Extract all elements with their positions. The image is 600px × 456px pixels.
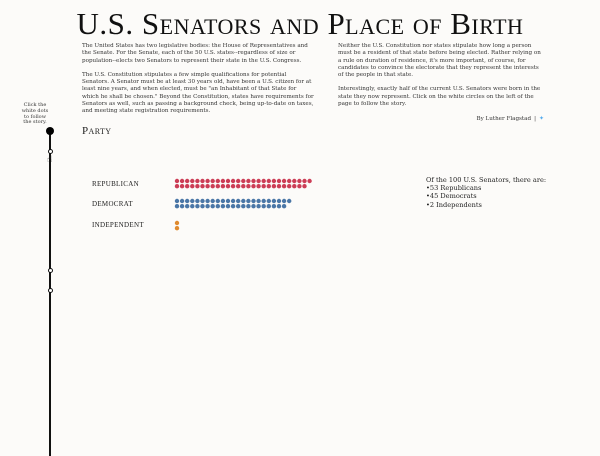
senator-dot-democrat xyxy=(277,204,281,208)
senator-dot-republican xyxy=(200,179,204,183)
senator-dot-republican xyxy=(251,184,255,188)
senator-dot-republican xyxy=(211,184,215,188)
senator-dot-republican xyxy=(236,179,240,183)
senator-dot-republican xyxy=(226,179,230,183)
senator-dot-republican xyxy=(302,184,306,188)
senator-dot-independent xyxy=(175,226,179,230)
senator-dot-democrat xyxy=(287,199,291,203)
senator-dot-democrat xyxy=(216,204,220,208)
intro-paragraph: Neither the U.S. Constitution nor states stipulate how long a person must be a resident of that state before being elected. Rather relying on a rule on duration of residence, it's more important, of course, for candidates to convince the electorate that they represent the interests of the people in that state. xyxy=(338,43,541,79)
summary-item: • 2 Independents xyxy=(426,201,546,209)
senator-dot-democrat xyxy=(221,204,225,208)
senator-dot-republican xyxy=(180,179,184,183)
summary-item: • 53 Republicans xyxy=(426,184,546,192)
senator-dot-democrat xyxy=(246,204,250,208)
byline-separator: | xyxy=(534,116,536,123)
senator-dot-democrat xyxy=(256,199,260,203)
senator-dot-republican xyxy=(231,184,235,188)
twitter-bird-icon[interactable]: ✦ xyxy=(538,115,544,123)
senator-dot-republican xyxy=(185,179,189,183)
senator-dot-democrat xyxy=(236,199,240,203)
senator-dot-democrat xyxy=(221,199,225,203)
senator-dot-republican xyxy=(297,184,301,188)
senator-dot-democrat xyxy=(267,199,271,203)
senator-dot-democrat xyxy=(180,204,184,208)
intro-paragraph: The U.S. Constitution stipulates a few simple qualifications for potential Senators. A Senator must be at least 30 years old, have been a U.S. citizen for at least nine years, and when elected, must be "an Inhabitant of that State for which he shall be chosen." Beyond the Constitution, states have requirements for Senators as well, such as passing a background check, being up-to-date on taxes, and meeting state registration requirements. xyxy=(82,71,314,115)
senator-dot-democrat xyxy=(282,204,286,208)
senator-dot-republican xyxy=(277,179,281,183)
senator-dot-republican xyxy=(190,184,194,188)
senator-dot-republican xyxy=(307,179,311,183)
author-name: By Luther Flagstad xyxy=(476,116,532,123)
senator-dot-republican xyxy=(272,179,276,183)
senator-dot-democrat xyxy=(262,204,266,208)
senator-dot-democrat xyxy=(246,199,250,203)
senator-dot-republican xyxy=(180,184,184,188)
pointer-hand-icon: ☝ xyxy=(47,155,53,165)
senator-dot-democrat xyxy=(231,199,235,203)
summary-heading: Of the 100 U.S. Senators, there are: xyxy=(426,176,547,184)
senator-dot-republican xyxy=(277,184,281,188)
senator-dot-democrat xyxy=(195,199,199,203)
senator-dot-republican xyxy=(205,184,209,188)
senator-dot-republican xyxy=(267,184,271,188)
party-label-republican: REPUBLICAN xyxy=(92,180,139,188)
senator-dot-republican xyxy=(246,184,250,188)
senator-dot-republican xyxy=(246,179,250,183)
party-summary xyxy=(426,176,546,209)
senator-dot-republican xyxy=(190,179,194,183)
senator-dot-republican xyxy=(241,179,245,183)
intro-paragraph: The United States has two legislative bodies: the House of Representatives and the Senate. For the Senate, each of the 50 U.S. states--regardless of size or population--elects two Senators to represent their state in the U.S. Congress. xyxy=(82,43,308,64)
summary-list xyxy=(426,184,546,209)
senator-dot-republican xyxy=(216,184,220,188)
party-label-independent: INDEPENDENT xyxy=(92,221,144,229)
senator-dot-republican xyxy=(195,184,199,188)
senator-dot-democrat xyxy=(211,199,215,203)
senator-dot-democrat xyxy=(200,199,204,203)
senator-dot-democrat xyxy=(205,204,209,208)
senator-dot-democrat xyxy=(226,199,230,203)
senator-dot-republican xyxy=(211,179,215,183)
senator-dot-republican xyxy=(292,179,296,183)
senator-dot-republican xyxy=(282,184,286,188)
senator-dot-republican xyxy=(267,179,271,183)
senator-dot-republican xyxy=(236,184,240,188)
senator-dot-republican xyxy=(262,179,266,183)
senator-dot-republican xyxy=(200,184,204,188)
senator-dot-democrat xyxy=(241,199,245,203)
senator-dot-democrat xyxy=(190,204,194,208)
senator-dot-republican xyxy=(226,184,230,188)
senator-dot-republican xyxy=(287,184,291,188)
senator-dot-republican xyxy=(221,184,225,188)
senator-dot-democrat xyxy=(272,199,276,203)
senator-dot-democrat xyxy=(256,204,260,208)
section-title: Party xyxy=(82,125,112,137)
senator-dot-republican xyxy=(272,184,276,188)
senator-dot-republican xyxy=(297,179,301,183)
senator-dot-democrat xyxy=(251,204,255,208)
senator-dot-republican xyxy=(231,179,235,183)
party-label-democrat: DEMOCRAT xyxy=(92,200,133,208)
senator-dot-republican xyxy=(185,184,189,188)
senator-dot-democrat xyxy=(216,199,220,203)
senator-dot-democrat xyxy=(185,199,189,203)
senator-dot-democrat xyxy=(241,204,245,208)
senator-dot-independent xyxy=(175,221,179,225)
senator-dot-republican xyxy=(175,179,179,183)
senator-dot-democrat xyxy=(175,199,179,203)
senator-dot-republican xyxy=(205,179,209,183)
senator-dot-republican xyxy=(216,179,220,183)
senator-dot-republican xyxy=(262,184,266,188)
senator-dot-republican xyxy=(175,184,179,188)
senator-dot-democrat xyxy=(190,199,194,203)
senator-dot-democrat xyxy=(282,199,286,203)
senator-dot-republican xyxy=(241,184,245,188)
senator-dot-republican xyxy=(292,184,296,188)
senator-dot-republican xyxy=(302,179,306,183)
senator-dot-democrat xyxy=(195,204,199,208)
senator-dot-democrat xyxy=(200,204,204,208)
senator-dot-republican xyxy=(195,179,199,183)
senator-dot-democrat xyxy=(236,204,240,208)
senator-dot-republican xyxy=(282,179,286,183)
senator-dot-democrat xyxy=(211,204,215,208)
senator-dot-democrat xyxy=(272,204,276,208)
senator-dot-democrat xyxy=(262,199,266,203)
senator-dot-republican xyxy=(256,184,260,188)
senator-dot-democrat xyxy=(205,199,209,203)
senator-dot-republican xyxy=(256,179,260,183)
page-title: U.S. Senators and Place of Birth xyxy=(76,6,524,41)
senator-dot-democrat xyxy=(185,204,189,208)
senator-dot-democrat xyxy=(175,204,179,208)
senator-dot-democrat xyxy=(231,204,235,208)
senator-dot-democrat xyxy=(251,199,255,203)
summary-item: • 45 Democrats xyxy=(426,192,546,200)
senator-dot-republican xyxy=(221,179,225,183)
timeline-hint: Click the white dots to follow the story. xyxy=(21,102,49,126)
senator-dot-republican xyxy=(251,179,255,183)
senator-dot-democrat xyxy=(277,199,281,203)
senator-dot-democrat xyxy=(180,199,184,203)
senator-dot-democrat xyxy=(226,204,230,208)
intro-paragraph: Interestingly, exactly half of the current U.S. Senators were born in the state they now represent. Click on the white circles on the left of the page to follow the story. xyxy=(338,86,541,108)
senator-dot-republican xyxy=(287,179,291,183)
senator-dot-democrat xyxy=(267,204,271,208)
